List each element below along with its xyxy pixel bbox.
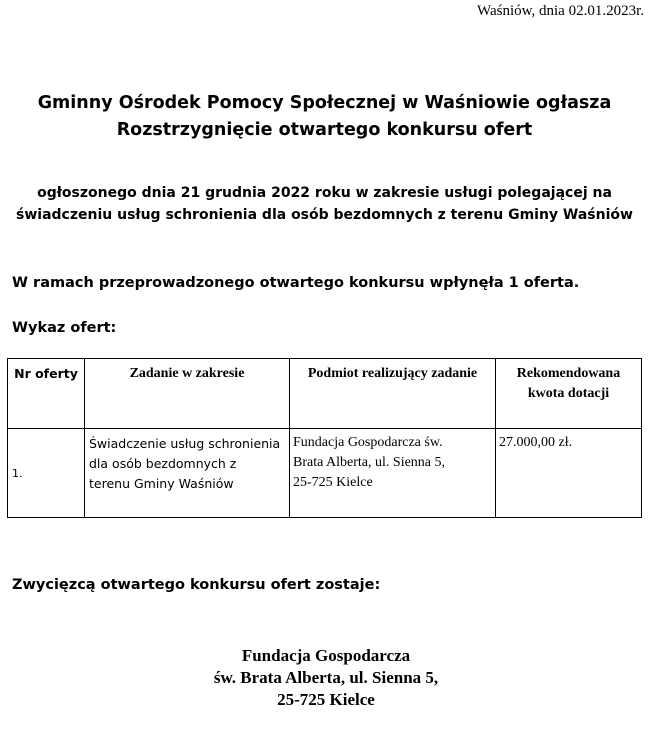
table-header-row — [8, 359, 642, 429]
winner-line-3: 25-725 Kielce — [277, 690, 375, 709]
entity-cell — [290, 429, 496, 518]
header-offer-number: Nr oferty — [8, 359, 85, 429]
header-entity: Podmiot realizujący zadanie — [290, 359, 496, 429]
winner-block — [0, 645, 649, 711]
winner-line-1: Fundacja Gospodarcza — [241, 646, 411, 665]
subtitle-line-2: świadczeniu usług schronienia dla osób bezdomnych z terenu Gminy Waśniów — [16, 207, 633, 223]
entity-line: Fundacja Gospodarcza św. — [293, 435, 443, 450]
header-task: Zadanie w zakresie — [85, 359, 290, 429]
document-subtitle — [0, 182, 649, 226]
header-amount-line-2: kwota dotacji — [527, 386, 610, 401]
task-cell — [85, 429, 290, 518]
task-line: Świadczenie usług schronienia — [89, 436, 281, 451]
header-amount-line-1: Rekomendowana — [516, 366, 621, 381]
entity-line: 25-725 Kielce — [293, 475, 373, 490]
offer-number-cell: 1. — [8, 429, 85, 518]
title-line-1: Gminny Ośrodek Pomocy Społecznej w Waśniowie ogłasza — [37, 93, 612, 113]
header-amount — [496, 359, 642, 429]
document-title — [0, 90, 649, 144]
task-line: dla osób bezdomnych z — [89, 456, 237, 471]
info-paragraph: W ramach przeprowadzonego otwartego konkursu wpłynęła 1 oferta. — [12, 275, 580, 291]
place-and-date: Waśniów, dnia 02.01.2023r. — [477, 3, 644, 19]
subtitle-line-1: ogłoszonego dnia 21 grudnia 2022 roku w zakresie usługi polegającej na — [37, 185, 612, 201]
winner-intro: Zwycięzcą otwartego konkursu ofert zostaje: — [12, 577, 381, 593]
table-row — [8, 429, 642, 518]
task-line: terenu Gminy Waśniów — [89, 476, 234, 491]
winner-line-2: św. Brata Alberta, ul. Sienna 5, — [213, 668, 439, 687]
offers-list-heading: Wykaz ofert: — [12, 320, 117, 336]
entity-line: Brata Alberta, ul. Sienna 5, — [293, 455, 446, 470]
offers-table — [7, 358, 642, 518]
title-line-2: Rozstrzygnięcie otwartego konkursu ofert — [116, 120, 533, 140]
amount-cell: 27.000,00 zł. — [496, 429, 642, 518]
